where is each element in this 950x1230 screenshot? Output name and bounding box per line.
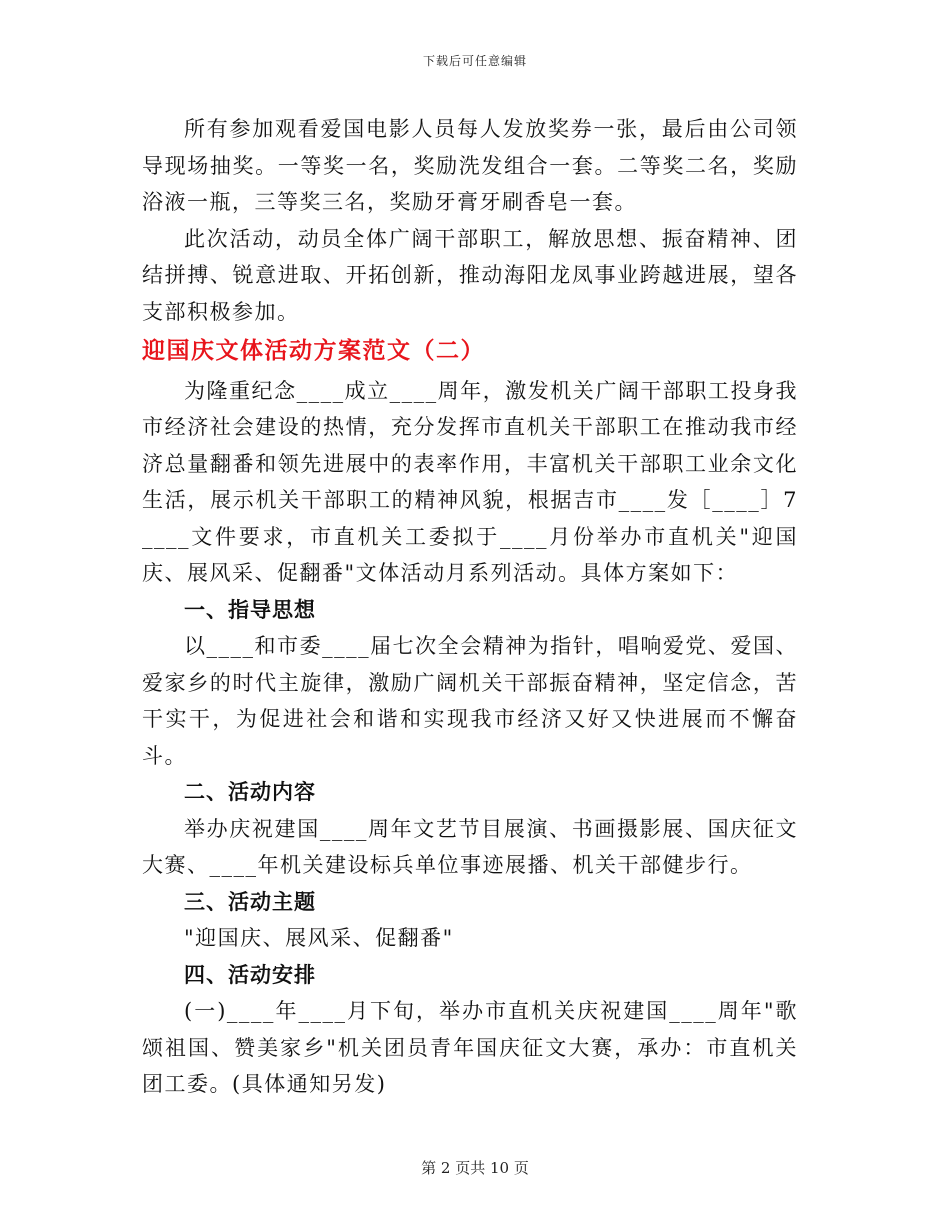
document-body [142, 111, 798, 1103]
page-header: 下载后可任意编辑 [422, 54, 527, 68]
section-heading-activity-theme: 三、活动主题 [184, 889, 316, 914]
paragraph-activity-theme: "迎国庆、展风采、促翻番" [184, 926, 454, 950]
paragraph-guiding-thought: 以____和市委____届七次全会精神为指针，唱响爱党、爱国、爱家乡的时代主旋律，激励广阔机关干部振奋精神，坚定信念，苦干实干，为促进社会和谐和实现我市经济又好又快进展而不懈奋斗。 [142, 634, 798, 768]
section-heading-activity-content: 二、活动内容 [184, 780, 316, 804]
document-title: 迎国庆文体活动方案范文（二） [142, 338, 485, 364]
section-heading-guiding-thought: 一、指导思想 [184, 597, 316, 622]
paragraph-intro: 为隆重纪念____成立____周年，激发机关广阔干部职工投身我市经济社会建设的热情，充分发挥市直机关干部职工在推动我市经济总量翻番和领先进展中的表率作用，丰富机关干部职工业余文化生活，展示机关干部职工的精神风貌，根据吉市____发［____］7____文件要求，市直机关工委拟于____月份举办市直机关"迎国庆、展风采、促翻番"文体活动月系列活动。具体方案如下： [142, 378, 798, 585]
paragraph-mobilization: 此次活动，动员全体广阔干部职工，解放思想、振奋精神、团结拼搏、锐意进取、开拓创新，推动海阳龙凤事业跨越进展，望各支部积极参加。 [142, 226, 798, 324]
paragraph-activity-schedule: (一)____年____月下旬，举办市直机关庆祝建国____周年"歌颂祖国、赞美家乡"机关团员青年国庆征文大赛，承办：市直机关团工委。(具体通知另发) [142, 999, 798, 1096]
page-footer: 第 2 页共 10 页 [421, 1159, 529, 1177]
section-heading-activity-schedule: 四、活动安排 [184, 962, 316, 987]
paragraph-activity-content: 举办庆祝建国____周年文艺节目展演、书画摄影展、国庆征文大赛、____年机关建设标兵单位事迹展播、机关干部健步行。 [142, 816, 798, 877]
paragraph-prize-draw: 所有参加观看爱国电影人员每人发放奖券一张，最后由公司领导现场抽奖。一等奖一名，奖励洗发组合一套。二等奖二名，奖励浴液一瓶，三等奖三名，奖励牙膏牙刷香皂一套。 [142, 117, 798, 214]
